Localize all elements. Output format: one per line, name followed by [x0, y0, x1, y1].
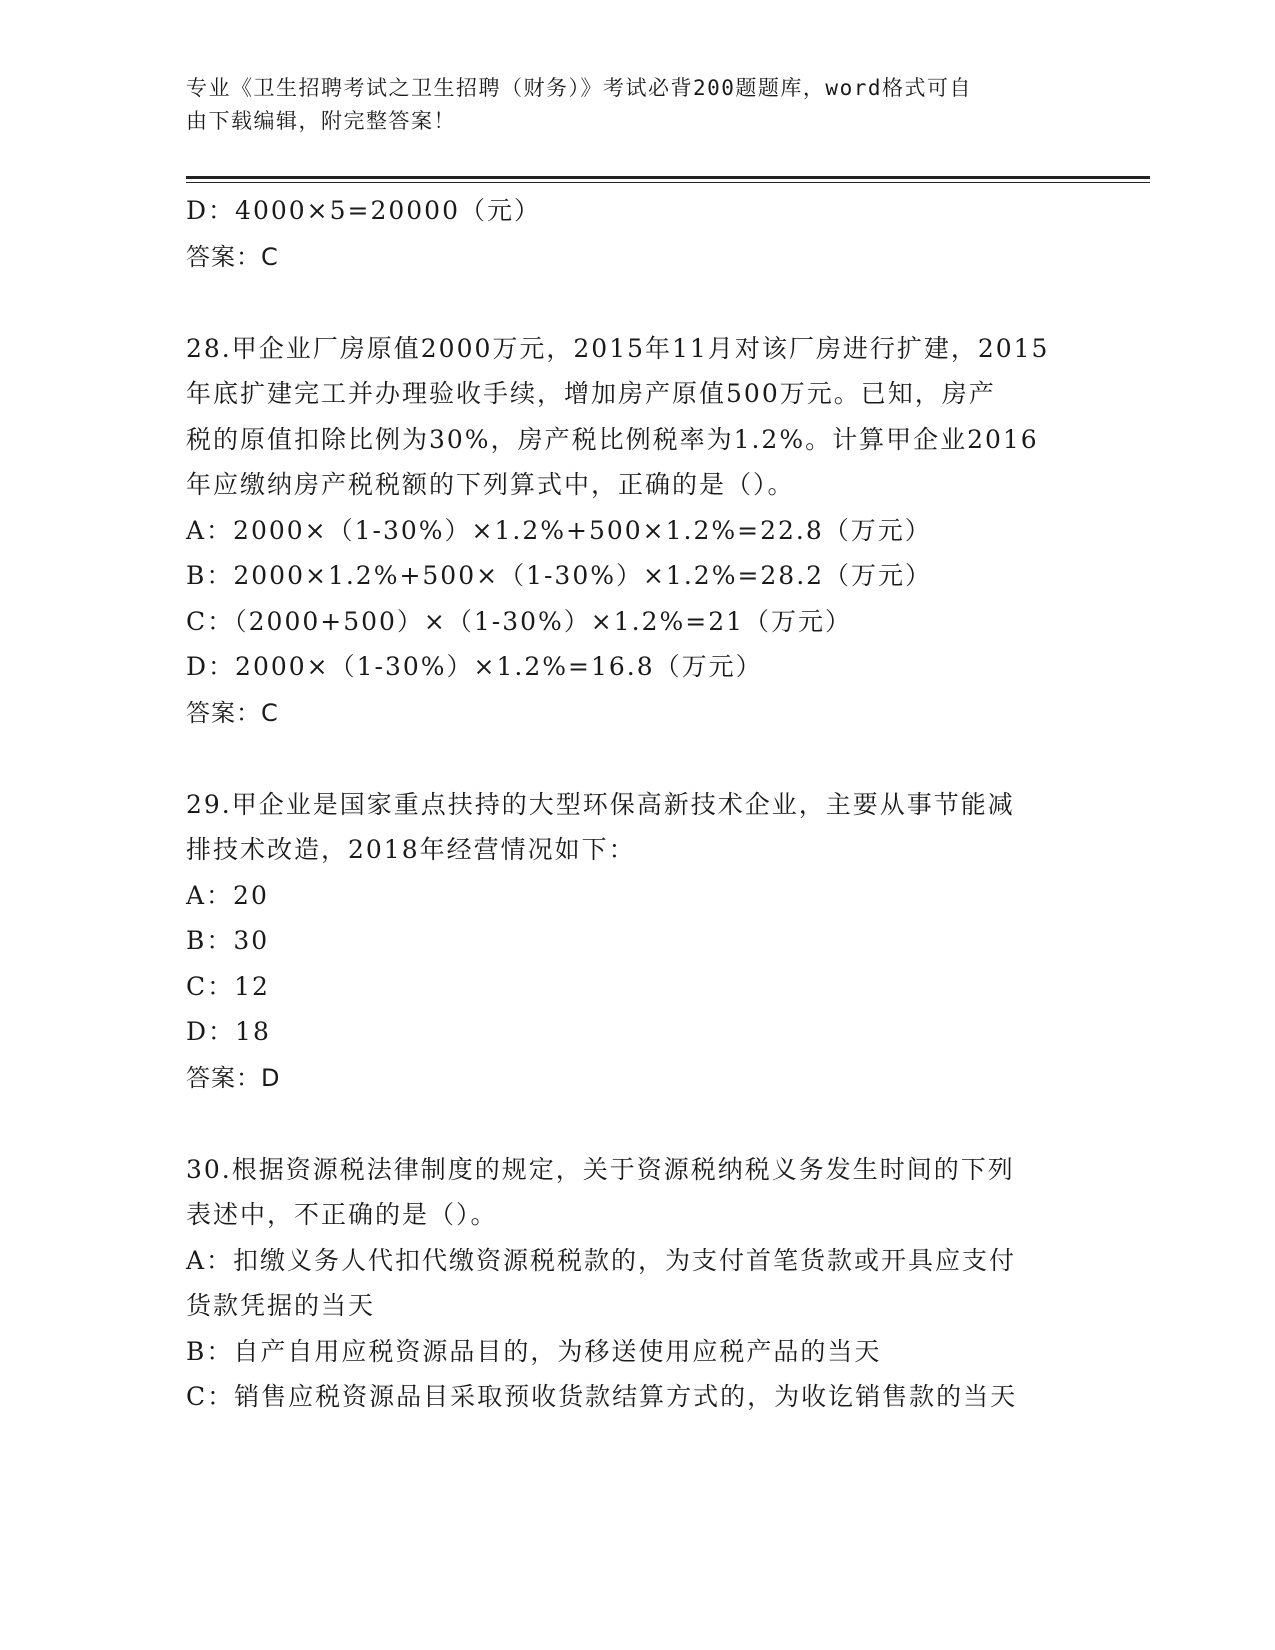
question-28-stem-line: 年应缴纳房产税税额的下列算式中，正确的是（）。: [186, 470, 795, 499]
question-30-stem-line: 30.根据资源税法律制度的规定，关于资源税纳税义务发生时间的下列: [186, 1154, 1015, 1184]
question-29-stem-line: 29.甲企业是国家重点扶持的大型环保高新技术企业，主要从事节能减: [186, 789, 1015, 819]
question-28: [186, 326, 1086, 736]
header-divider-thick: [186, 176, 1150, 179]
prev-answer: 答案：C: [186, 242, 279, 271]
page-header: [186, 72, 1066, 138]
spacer: [186, 736, 1086, 782]
question-28-option-b: B：2000×1.2%+500×（1-30%）×1.2%=28.2（万元）: [186, 561, 933, 590]
spacer: [186, 1101, 1086, 1147]
question-28-stem-line: 28.甲企业厂房原值2000万元，2015年11月对该厂房进行扩建，2015: [186, 333, 1050, 363]
question-29-option-b: B：30: [186, 926, 270, 955]
prev-option-d: D：4000×5=20000（元）: [186, 196, 541, 225]
document-body: [186, 188, 1086, 1420]
header-line-2: 由下载编辑，附完整答案！: [186, 109, 456, 133]
question-29-option-a: A：20: [186, 880, 269, 910]
header-divider-thin: [186, 182, 1150, 183]
question-28-stem-line: 税的原值扣除比例为30%，房产税比例税率为1.2%。计算甲企业2016: [186, 424, 1039, 454]
question-28-answer: 答案：C: [186, 698, 279, 727]
question-28-option-c: C：（2000+500）×（1-30%）×1.2%=21（万元）: [186, 606, 853, 636]
question-28-option-d: D：2000×（1-30%）×1.2%=16.8（万元）: [186, 652, 763, 681]
question-29-option-c: C：12: [186, 971, 270, 1001]
question-30: [186, 1147, 1086, 1420]
question-30-option-b: B：自产自用应税资源品目的，为移送使用应税产品的当天: [186, 1336, 882, 1366]
question-28-stem-line: 年底扩建完工并办理验收手续，增加房产原值500万元。已知，房产: [186, 379, 996, 408]
question-30-option-c: C：销售应税资源品目采取预收货款结算方式的，为收讫销售款的当天: [186, 1382, 1018, 1411]
question-28-option-a: A：2000×（1-30%）×1.2%+500×1.2%=22.8（万元）: [186, 515, 932, 545]
question-29: [186, 782, 1086, 1101]
question-29-stem-line: 排技术改造，2018年经营情况如下：: [186, 835, 636, 864]
question-30-option-a: A：扣缴义务人代扣代缴资源税税款的，为支付首笔货款或开具应支付: [186, 1245, 1017, 1275]
spacer: [186, 280, 1086, 326]
question-30-stem-line: 表述中，不正确的是（）。: [186, 1200, 498, 1229]
question-30-option-a-cont: 货款凭据的当天: [186, 1291, 376, 1320]
header-line-1: 专业《卫生招聘考试之卫生招聘（财务）》考试必背200题题库，word格式可自: [186, 76, 972, 100]
question-29-option-d: D：18: [186, 1017, 271, 1046]
question-29-answer: 答案：D: [186, 1063, 281, 1092]
